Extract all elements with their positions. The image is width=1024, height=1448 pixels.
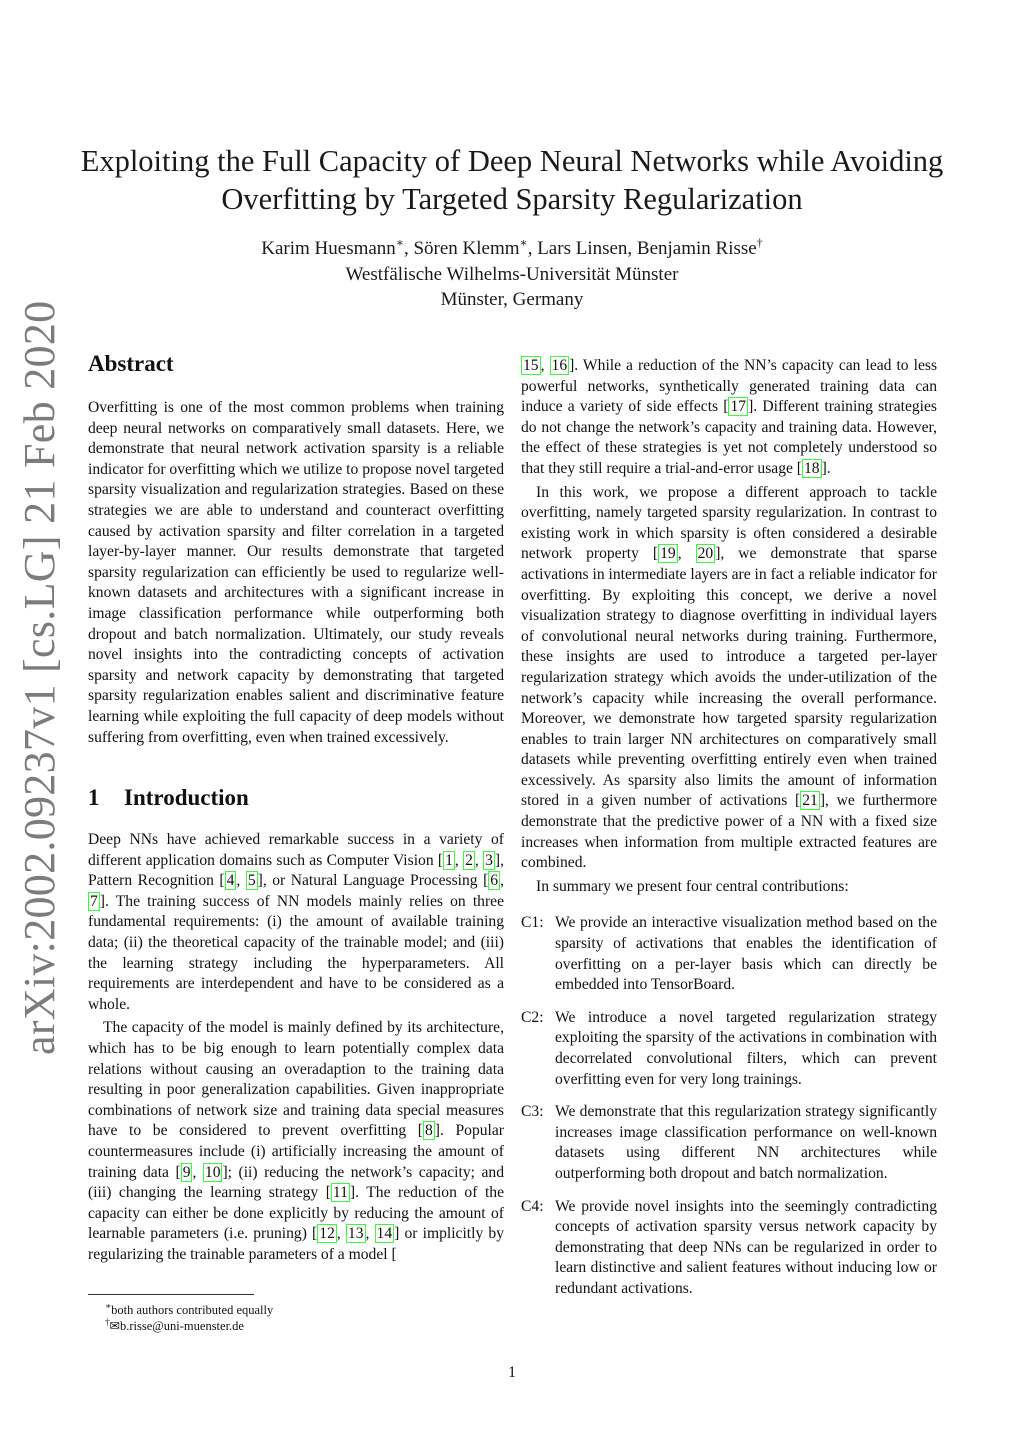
footnote-mark: † bbox=[105, 1317, 110, 1327]
author-1: Karim Huesmann bbox=[261, 238, 396, 259]
abstract-text: Overfitting is one of the most common problems when training deep neural networks on comparatively small datasets. Here, we demonstrate that neural network activation sparsity is a reliable indicator for overfitting which we utilize to propose novel targeted sparsity visualization and regularization strategies. Based on these strategies we are able to understand and counteract overfitting caused by activation sparsity and filter correlation in a targeted layer-by-layer manner. Our results demonstrate that targeted sparsity regularization can efficiently be used to regularize well-known datasets and architectures with a significant increase in image classification performance while outperforming both dropout and batch normalization. Ultimately, our study reveals novel insights into the contradicting concepts of activation sparsity and network capacity by demonstrating that targeted sparsity regularization enables salient and discriminative feature learning while exploiting the full capacity of deep models without suffering from overfitting, even when trained excessively. bbox=[88, 399, 504, 746]
affiliation: Westfälische Wilhelms-Universität Münster bbox=[345, 263, 679, 285]
citation-link[interactable]: 12 bbox=[319, 1225, 335, 1243]
author-2: Sören Klemm bbox=[413, 238, 520, 259]
citation-link[interactable]: 15 bbox=[523, 357, 539, 374]
citation-link[interactable]: 7 bbox=[90, 892, 98, 910]
abstract-heading: Abstract bbox=[88, 351, 174, 376]
citation-link[interactable]: 3 bbox=[485, 851, 493, 869]
citation-link[interactable]: 14 bbox=[376, 1225, 393, 1243]
intro-paragraph-2: The capacity of the model is mainly defined by its architecture, which has to be big enough to learn potentially complex data relations without causing an overadaption to the training data resulting in poor generalization capabilities. Given inappropriate combinations of network size and training data special measures have to be considered to prevent overfitting [ 8 ]. Popular countermeasures include (i) artificially increasing the amount of training data [ 9 , 10 ]; (ii) reducing the network’s capacity; and (iii) changing the learning strategy [ 11 ]. The reduction of the capacity can either be done explicitly by reducing the amount of learnable parameters (i.e. pruning) [ 12 , 13 , 14 ] or implicitly by regularizing the trainable parameters of a model [ bbox=[88, 1019, 505, 1263]
section-number: 1 bbox=[88, 785, 100, 811]
contribution-text: We provide novel insights into the seemingly contradicting concepts of activation sparsity versus network capacity by demonstrating that deep NNs can be regularized in order to learn distinctive and salient features without inducing low or redundant activations. bbox=[555, 1197, 937, 1297]
citation-link[interactable]: 1 bbox=[445, 851, 453, 869]
contribution-label: C3: bbox=[521, 1103, 544, 1121]
author-block bbox=[80, 236, 944, 313]
footnote-divider bbox=[88, 1294, 254, 1295]
envelope-icon: ✉ bbox=[109, 1319, 120, 1334]
contribution-text: We introduce a novel targeted regularization strategy exploiting the sparsity of the activations in combination with decorrelated convolutional filters, which can prevent overfitting even for very long trainings. bbox=[555, 1008, 937, 1088]
citation-link[interactable]: 21 bbox=[802, 792, 818, 810]
contribution-item bbox=[521, 1102, 937, 1184]
citation-link[interactable]: 11 bbox=[332, 1184, 348, 1202]
contribution-item bbox=[521, 913, 937, 995]
intro-paragraph-2-continued: 15 , 16 ]. While a reduction of the NN’s capacity can lead to less powerful networks, synthetically generated training data can induce a variety of side effects [ 17 ]. Different training strategies do not change the network’s capacity and training data. However, the effect of these strategies is yet not completely understood so that they still require a trial-and-error usage [ 18 ]. bbox=[521, 357, 938, 477]
citation-link[interactable]: 6 bbox=[490, 872, 499, 890]
contribution-label: C4: bbox=[521, 1197, 544, 1215]
citation-link[interactable]: 13 bbox=[347, 1225, 364, 1243]
title-line-2: Overfitting by Targeted Sparsity Regularization bbox=[221, 182, 803, 216]
contribution-text: We provide an interactive visualization method based on the sparsity of activations that enables the identification of overfitting on a per-layer basis which can directly be embedded into TensorBoard. bbox=[555, 914, 937, 994]
title-line-1: Exploiting the Full Capacity of Deep Neural Networks while Avoiding bbox=[80, 144, 944, 178]
contribution-label: C2: bbox=[521, 1008, 544, 1026]
author-list: Karim Huesmann∗, Sören Klemm∗, Lars Linsen, Benjamin Risse† bbox=[261, 235, 763, 259]
citation-link[interactable]: 8 bbox=[425, 1122, 433, 1140]
citation-link[interactable]: 10 bbox=[204, 1163, 221, 1181]
intro-paragraph-3: In this work, we propose a different approach to tackle overfitting, namely targeted sparsity regularization. In contrast to existing work in which sparsity is often considered a desirable network property [ 19 , 20 ], we demonstrate that sparse activations in intermediate layers are in fact a reliable indicator for overfitting. By exploiting this concept, we derive a novel visualization strategy to diagnose overfitting in individual layers of convolutional neural networks during training. Furthermore, these insights are used to introduce a targeted per-layer regularization strategy which avoids the under-utilization of the network’s capacity while increasing the overall performance. Moreover, we demonstrate how targeted sparsity regularization enables to train larger NN architectures on comparatively small datasets while preventing overfitting entirely even when trained excessively. As sparsity also limits the amount of information stored in a given number of activations [ 21 ], we furthermore demonstrate that the predictive power of a NN with a fixed size increases when information from multiple extracted features are combined. bbox=[521, 483, 937, 872]
page-number: 1 bbox=[508, 1364, 516, 1381]
footnote-text: both authors contributed equally bbox=[111, 1303, 274, 1318]
footnote-mark: ∗ bbox=[105, 1301, 112, 1311]
author-3-4: Lars Linsen, Benjamin Risse bbox=[537, 238, 757, 259]
intro-paragraph-4: In summary we present four central contributions: bbox=[536, 877, 849, 895]
contact-email[interactable]: b.risse@uni-muenster.de bbox=[119, 1319, 244, 1334]
intro-paragraph-1: Deep NNs have achieved remarkable success in a variety of different application domains such as Computer Vision [ 1 , 2 , 3 ], Pattern Recognition [ 4 , 5 ], or Natural Language Processing [ 6 , 7 ]. The training success of NN models mainly relies on three fundamental requirements: (i) the amount of available training data; (ii) the theoretical capacity of the trainable model; and (iii) the learning strategy including the hyperparameters. All requirements are interdependent and have to be considered as a whole. bbox=[88, 831, 504, 1013]
citation-link[interactable]: 4 bbox=[226, 872, 235, 890]
arxiv-identifier: arXiv:2002.09237v1 [cs.LG] 21 Feb 2020 bbox=[15, 300, 64, 1055]
citation-link[interactable]: 16 bbox=[551, 357, 568, 374]
equal-contribution-mark: ∗ bbox=[395, 235, 404, 250]
footnote-contact bbox=[105, 1314, 244, 1334]
contact-mark: † bbox=[756, 235, 763, 250]
location: Münster, Germany bbox=[440, 289, 584, 310]
right-column bbox=[521, 356, 937, 1300]
section-title: Introduction bbox=[124, 785, 249, 811]
citation-link[interactable]: 5 bbox=[247, 872, 256, 890]
equal-contribution-mark: ∗ bbox=[519, 235, 528, 250]
citation-link[interactable]: 2 bbox=[465, 851, 473, 869]
citation-link[interactable]: 17 bbox=[730, 398, 747, 416]
citation-link[interactable]: 19 bbox=[660, 545, 676, 563]
introduction-heading bbox=[88, 784, 504, 812]
contribution-label: C1: bbox=[521, 914, 544, 932]
citation-link[interactable]: 9 bbox=[182, 1163, 191, 1181]
citation-link[interactable]: 20 bbox=[697, 545, 714, 563]
contribution-item bbox=[521, 1197, 937, 1300]
left-column bbox=[88, 350, 504, 1266]
citation-link[interactable]: 18 bbox=[804, 459, 820, 477]
contribution-text: We demonstrate that this regularization strategy significantly increases image classification performance on well-known datasets using different NN architectures while outperforming both dropout and batch normalization. bbox=[555, 1103, 937, 1182]
paper-title bbox=[80, 142, 944, 218]
contribution-item bbox=[521, 1008, 937, 1090]
